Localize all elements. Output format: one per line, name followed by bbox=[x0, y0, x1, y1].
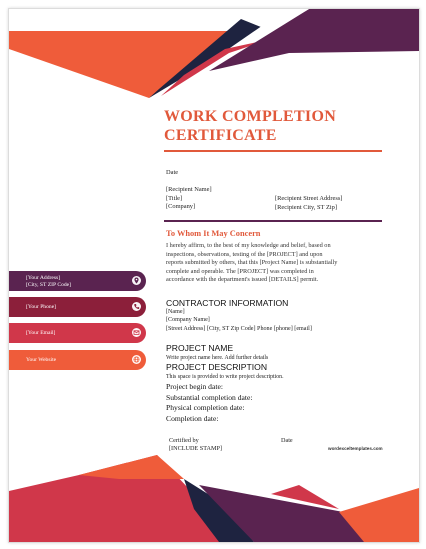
email-label: [Your Email] bbox=[26, 330, 56, 336]
date-label: Date bbox=[166, 169, 179, 176]
physical-completion-date: Physical completion date: bbox=[166, 403, 245, 413]
completion-date: Completion date: bbox=[166, 413, 219, 423]
recipient-street: [Recipient Street Address] bbox=[275, 195, 343, 202]
title-divider bbox=[164, 150, 382, 152]
recipient-title: [Title] bbox=[166, 194, 183, 202]
contractor-address: [Street Address] [City, ST Zip Code] Phone [phone] [email] bbox=[166, 325, 312, 332]
website-pill bbox=[9, 350, 146, 370]
map-pin-icon bbox=[132, 276, 141, 285]
project-begin-date: Project begin date: bbox=[166, 382, 223, 391]
phone-label: [Your Phone] bbox=[26, 304, 57, 310]
contractor-details bbox=[166, 308, 312, 333]
project-description-text: This space is provided to write project description. bbox=[166, 374, 284, 380]
email-icon bbox=[132, 328, 141, 337]
recipient-company: [Company] bbox=[166, 203, 196, 211]
bottom-orange-sliver bbox=[79, 455, 184, 479]
body-line: accordance with the department's issued [DETAILS] permit. bbox=[166, 276, 319, 284]
certificate-page bbox=[8, 8, 420, 543]
phone-icon bbox=[132, 302, 141, 311]
substantial-completion-date: Substantial completion date: bbox=[166, 392, 253, 402]
globe-icon bbox=[132, 355, 141, 364]
certified-by-label: Certified by bbox=[169, 437, 199, 444]
certified-block bbox=[169, 437, 222, 453]
stamp-placeholder: [INCLUDE STAMP] bbox=[169, 445, 222, 452]
address-pill bbox=[9, 271, 146, 291]
title-line-1: WORK COMPLETION bbox=[164, 108, 337, 125]
certificate-title bbox=[164, 107, 404, 145]
address-line-2: [City, ST ZIP Code] bbox=[26, 282, 72, 288]
affirmation-paragraph bbox=[166, 242, 382, 285]
recipient-address-block bbox=[275, 195, 342, 212]
project-name-text: Write project name here. Add further details bbox=[166, 355, 269, 361]
body-line: reports submitted by others, that this [Project Name] is substantially bbox=[166, 259, 338, 267]
body-line: complete and operable. The [PROJECT] was completed in bbox=[166, 267, 314, 275]
address-line-1: [Your Address] bbox=[26, 275, 61, 281]
project-dates bbox=[166, 382, 252, 424]
phone-pill bbox=[9, 297, 146, 317]
recipient-name: [Recipient Name] bbox=[166, 186, 212, 193]
body-line: I hereby affirm, to the best of my knowledge and belief, based on bbox=[166, 242, 331, 249]
contractor-heading: CONTRACTOR INFORMATION bbox=[166, 298, 289, 308]
footer-website: wordexceltemplates.com bbox=[328, 446, 383, 451]
email-pill bbox=[9, 323, 146, 343]
project-description-heading: PROJECT DESCRIPTION bbox=[166, 362, 268, 372]
recipient-city: [Recipient City, ST Zip] bbox=[275, 203, 337, 211]
contractor-name: [Name] bbox=[166, 309, 185, 315]
salutation: To Whom It May Concern bbox=[166, 229, 261, 238]
body-line: inspections, observations, testing of the [PROJECT] and upon bbox=[166, 250, 323, 258]
recipient-block bbox=[166, 186, 212, 212]
signoff-date-label: Date bbox=[281, 437, 293, 444]
recipient-divider bbox=[164, 220, 382, 222]
title-line-2: CERTIFICATE bbox=[164, 127, 277, 144]
website-label: Your Website bbox=[26, 357, 57, 363]
contractor-company: [Company Name] bbox=[166, 317, 210, 324]
project-name-heading: PROJECT NAME bbox=[166, 343, 234, 353]
